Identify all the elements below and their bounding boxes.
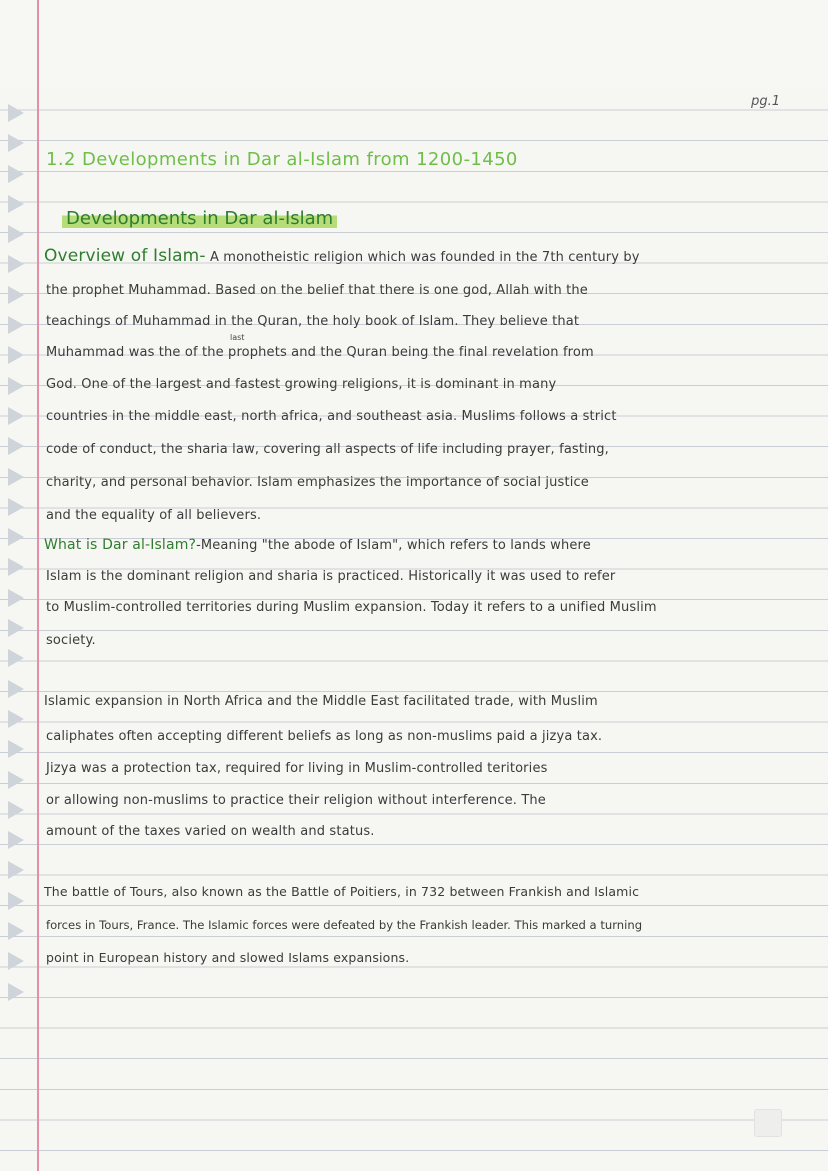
overview-line-5: God. One of the largest and fastest growing religions, it is dominant in many <box>46 377 557 392</box>
triangle-icon <box>8 801 24 819</box>
page-corner-mark <box>754 1109 782 1137</box>
triangle-icon <box>8 952 24 970</box>
overview-line-6: countries in the middle east, north africa, and southeast asia. Muslims follows a strict <box>46 409 617 424</box>
section-heading: Developments in Dar al-Islam <box>62 208 337 229</box>
triangle-icon <box>8 892 24 910</box>
overview-line-1 <box>44 246 640 266</box>
triangle-icon <box>8 528 24 546</box>
expansion-line-1: Islamic expansion in North Africa and the Middle East facilitated trade, with Muslim <box>44 694 598 709</box>
triangle-icon <box>8 255 24 273</box>
page-title: 1.2 Developments in Dar al-Islam from 1200-1450 <box>46 149 518 170</box>
page-top-margin <box>0 0 828 88</box>
dar-line-3: to Muslim-controlled territories during Muslim expansion. Today it refers to a unified Muslim <box>46 600 657 615</box>
tours-line-1: The battle of Tours, also known as the Battle of Poitiers, in 732 between Frankish and Islamic <box>44 884 640 899</box>
triangle-icon <box>8 498 24 516</box>
triangle-icon <box>8 861 24 879</box>
dar-line-2: Islam is the dominant religion and sharia is practiced. Historically it was used to refer <box>46 569 616 584</box>
overview-term: Overview of Islam- <box>44 246 206 266</box>
triangle-icon <box>8 104 24 122</box>
triangle-icon <box>8 680 24 698</box>
triangle-icon <box>8 377 24 395</box>
overview-line-8: charity, and personal behavior. Islam emphasizes the importance of social justice <box>46 475 589 490</box>
overview-line-4: Muhammad was the of the prophets and the Quran being the final revelation from <box>46 345 594 360</box>
triangle-icon <box>8 165 24 183</box>
overview-line-3: teachings of Muhammad in the Quran, the holy book of Islam. They believe that <box>46 314 580 329</box>
triangle-icon <box>8 346 24 364</box>
triangle-icon <box>8 589 24 607</box>
expansion-line-5: amount of the taxes varied on wealth and status. <box>46 824 375 839</box>
triangle-icon <box>8 225 24 243</box>
triangle-icon <box>8 740 24 758</box>
triangle-icon <box>8 922 24 940</box>
expansion-line-2: caliphates often accepting different beliefs as long as non-muslims paid a jizya tax. <box>46 729 603 744</box>
expansion-line-4: or allowing non-muslims to practice their religion without interference. The <box>46 793 546 808</box>
dar-term: What is Dar al-Islam? <box>44 537 197 553</box>
triangle-icon <box>8 619 24 637</box>
triangle-icon <box>8 558 24 576</box>
triangle-icon <box>8 195 24 213</box>
triangle-icon <box>8 134 24 152</box>
expansion-line-3: Jizya was a protection tax, required for living in Muslim-controlled teritories <box>46 761 548 776</box>
overview-text: A monotheistic religion which was founded in the 7th century by <box>209 250 640 265</box>
triangle-icon <box>8 649 24 667</box>
triangle-icon <box>8 771 24 789</box>
margin-triangles <box>8 104 30 1013</box>
triangle-icon <box>8 286 24 304</box>
triangle-icon <box>8 710 24 728</box>
margin-line <box>37 0 39 1171</box>
inserted-word: last <box>230 333 245 342</box>
tours-line-2: forces in Tours, France. The Islamic forces were defeated by the Frankish leader. This marked a turning <box>46 918 643 932</box>
dar-line-4: society. <box>46 633 96 648</box>
overview-line-7: code of conduct, the sharia law, covering all aspects of life including prayer, fasting, <box>46 442 609 457</box>
tours-line-3: point in European history and slowed Islams expansions. <box>46 950 410 965</box>
overview-line-2: the prophet Muhammad. Based on the belief that there is one god, Allah with the <box>46 283 588 298</box>
triangle-icon <box>8 407 24 425</box>
overview-line-9: and the equality of all believers. <box>46 508 262 523</box>
triangle-icon <box>8 316 24 334</box>
page-number: pg.1 <box>751 94 780 109</box>
dar-text: -Meaning "the abode of Islam", which refers to lands where <box>196 538 591 553</box>
triangle-icon <box>8 468 24 486</box>
triangle-icon <box>8 831 24 849</box>
dar-line-1 <box>44 537 591 553</box>
triangle-icon <box>8 983 24 1001</box>
triangle-icon <box>8 437 24 455</box>
